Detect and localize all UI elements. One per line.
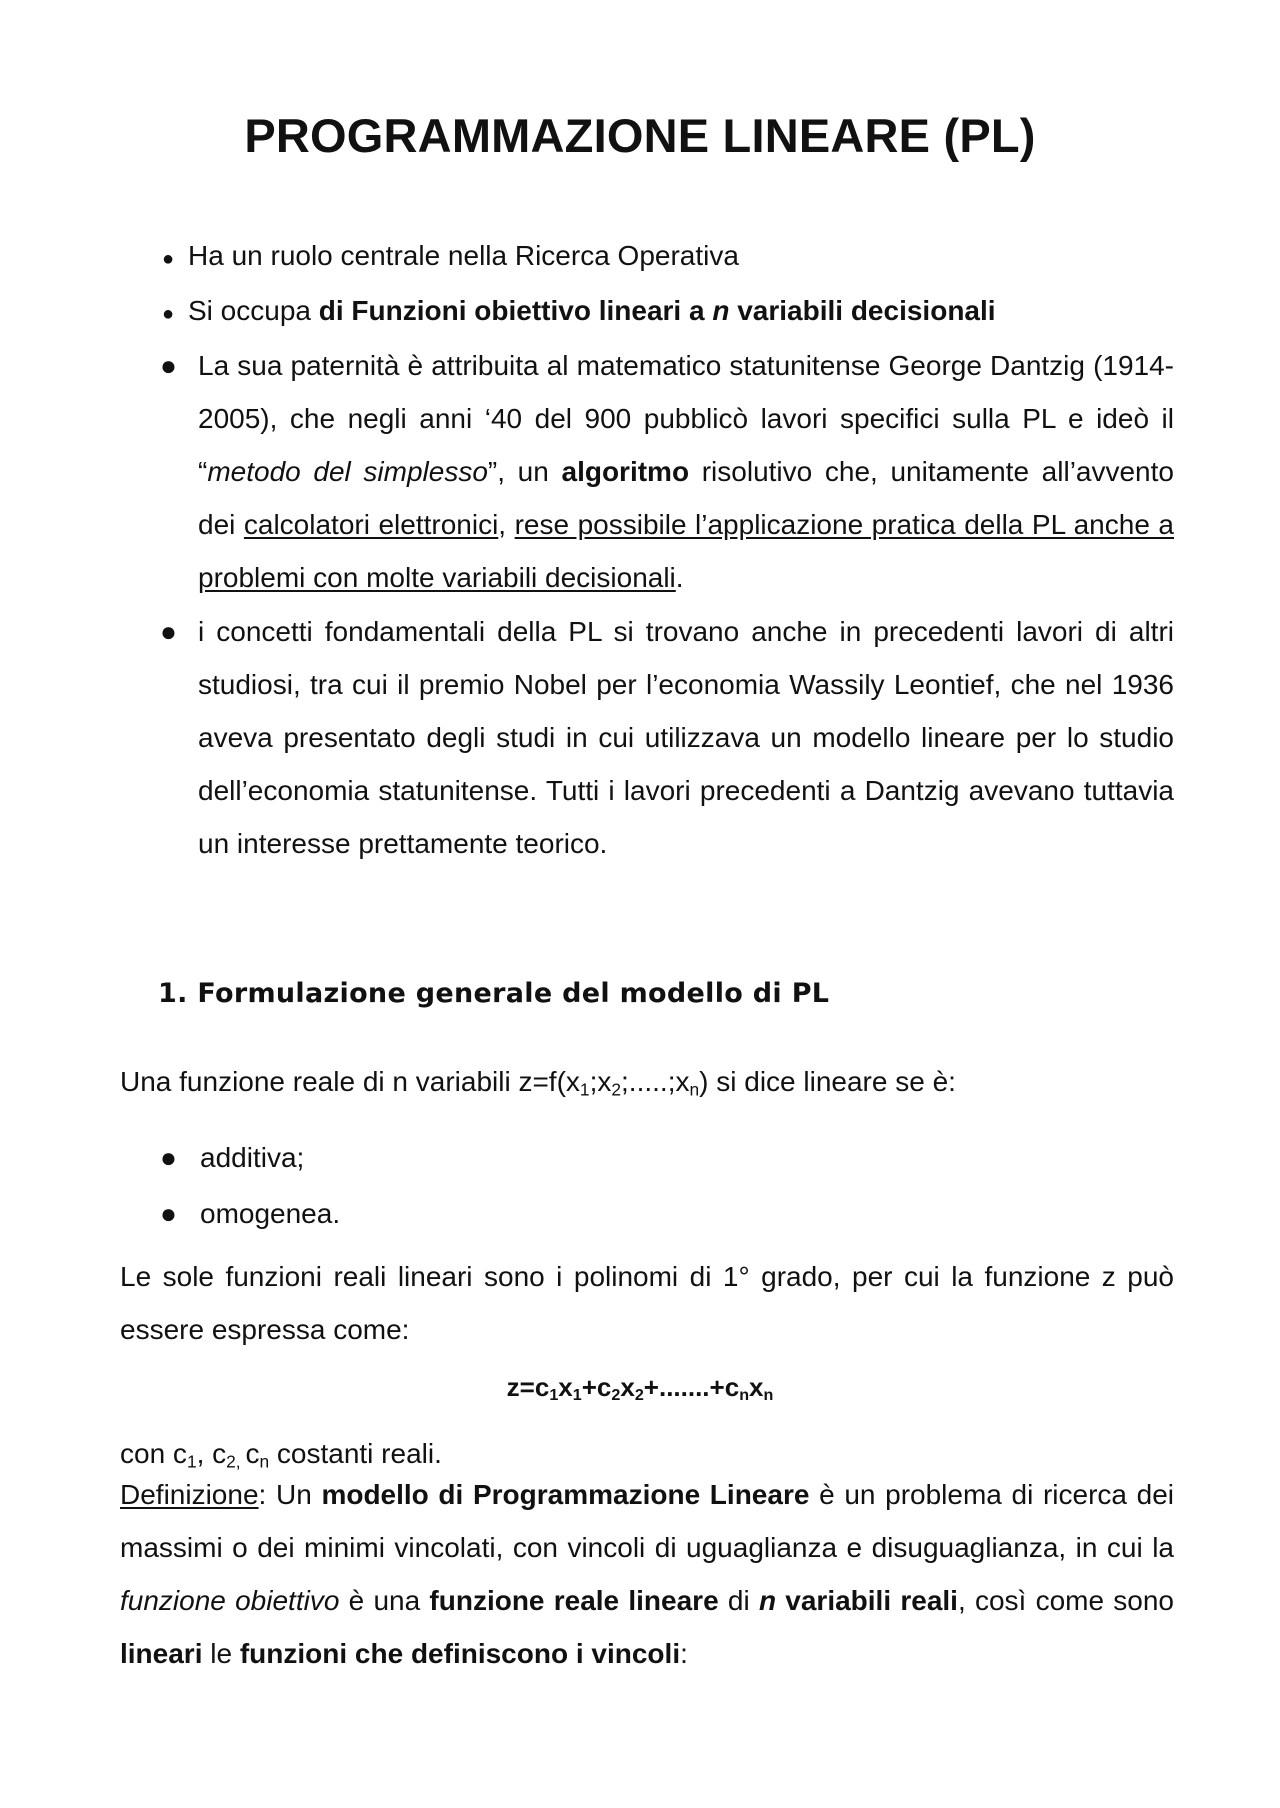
list-item: [162, 236, 739, 279]
bullet-icon: ●: [160, 350, 177, 381]
subscript: n: [739, 1386, 750, 1405]
list-item-text: Si occupa: [188, 295, 319, 326]
text: con c: [120, 1438, 187, 1469]
formula-part: x: [620, 1372, 635, 1402]
bullet-icon: ●: [160, 616, 177, 647]
bullet-icon: ●: [160, 1198, 177, 1229]
bullet-icon: ●: [162, 248, 175, 270]
list-item-text: omogenea.: [200, 1198, 341, 1229]
underlined-text: rese possibile l’applicazione pratica della PL anche a problemi con molte variabili decisionali: [198, 509, 1174, 593]
formula-part: +.......+c: [643, 1372, 740, 1402]
text: è un problema di ricerca dei massimi o dei minimi vincolati, con vincoli di uguaglianza e disuguaglianza, in cui la: [120, 1479, 1175, 1563]
subscript: n: [259, 1451, 270, 1472]
italic-text: metodo del simplesso: [207, 456, 488, 487]
text: La sua paternità è attribuita al matematico statunitense George Dantzig (1914-2005), che negli anni ‘40 del 900 pubblicò lavori specifici sulla PL e ideò il “: [198, 350, 1174, 487]
bold-text: lineari: [120, 1638, 203, 1669]
text: Una funzione reale di n variabili z=f(x: [120, 1066, 580, 1097]
section-title: Formulazione generale del modello di PL: [197, 978, 830, 1009]
subscript: 1: [549, 1386, 559, 1405]
formula-part: x: [749, 1372, 764, 1402]
italic-text: funzione obiettivo: [120, 1585, 340, 1616]
text: .: [675, 562, 684, 593]
text: ”, un: [487, 456, 562, 487]
bold-text: variabili decisionali: [729, 295, 996, 326]
text: , così come sono: [957, 1585, 1175, 1616]
text: di: [718, 1585, 759, 1616]
list-item-paragraph: i concetti fondamentali della PL si trovano anche in precedenti lavori di altri studiosi, tra cui il premio Nobel per l’economia Wassily Leontief, che nel 1936 aveva presentato degli studi in cui utilizzava un modello lineare per lo studio dell’economia statunitense. Tutti i lavori precedenti a Dantzig avevano tuttavia un interesse prettamente teorico.: [198, 616, 1174, 859]
text: ) si dice lineare se è:: [699, 1066, 956, 1097]
list-item-text: Ha un ruolo centrale nella Ricerca Operativa: [188, 240, 739, 271]
list-item: [160, 1138, 304, 1178]
subscript: 2: [611, 1079, 622, 1100]
definition-label: Definizione: [120, 1479, 259, 1510]
text: : Un: [258, 1479, 322, 1510]
subscript: 2: [634, 1386, 644, 1405]
text: :: [680, 1638, 688, 1669]
definition-paragraph: [120, 1468, 1174, 1680]
bold-italic-n: n: [712, 295, 730, 326]
list-item: [160, 1194, 340, 1234]
subscript: 1: [186, 1451, 197, 1472]
intro-line: [120, 1062, 956, 1102]
text: risolutivo che, unitamente all’avvento dei: [198, 456, 1174, 540]
formula-part: +c: [581, 1372, 612, 1402]
text: costanti reali.: [269, 1438, 442, 1469]
text: ;x: [589, 1066, 612, 1097]
bullet-icon: ●: [162, 303, 175, 325]
text: ;.....;x: [621, 1066, 690, 1097]
list-item-text: additiva;: [200, 1142, 305, 1173]
bold-text: algoritmo: [561, 456, 690, 487]
bold-text: funzione reale lineare: [429, 1585, 719, 1616]
text: c: [245, 1438, 260, 1469]
subscript: 2: [611, 1386, 621, 1405]
subscript: n: [689, 1079, 700, 1100]
formula-part: x: [558, 1372, 573, 1402]
bold-text: modello di Programmazione Lineare: [321, 1479, 810, 1510]
subscript: 1: [579, 1079, 590, 1100]
page-title: PROGRAMMAZIONE LINEARE (PL): [244, 109, 1036, 162]
text: , c: [196, 1438, 227, 1469]
subscript: 1: [572, 1386, 582, 1405]
bold-italic-n: n: [758, 1585, 777, 1616]
list-item: [162, 291, 996, 334]
bold-text: funzioni che definiscono i vincoli: [239, 1638, 681, 1669]
bullet-icon: ●: [160, 1142, 177, 1173]
bold-text: di Funzioni obiettivo lineari a: [318, 295, 713, 326]
text: le: [202, 1638, 240, 1669]
subscript: n: [763, 1386, 774, 1405]
text: è una: [339, 1585, 430, 1616]
list-item-paragraph: [198, 339, 1174, 604]
formula: [0, 1372, 1280, 1403]
section-heading: [158, 978, 829, 1009]
bold-text: variabili reali: [776, 1585, 958, 1616]
underlined-text: calcolatori elettronici: [243, 509, 499, 540]
subscript: 2,: [226, 1451, 246, 1472]
paragraph: Le sole funzioni reali lineari sono i polinomi di 1° grado, per cui la funzione z può essere espressa come:: [120, 1261, 1174, 1345]
formula-part: z=c: [506, 1372, 550, 1402]
section-number: 1.: [158, 978, 188, 1009]
text: ,: [498, 509, 515, 540]
